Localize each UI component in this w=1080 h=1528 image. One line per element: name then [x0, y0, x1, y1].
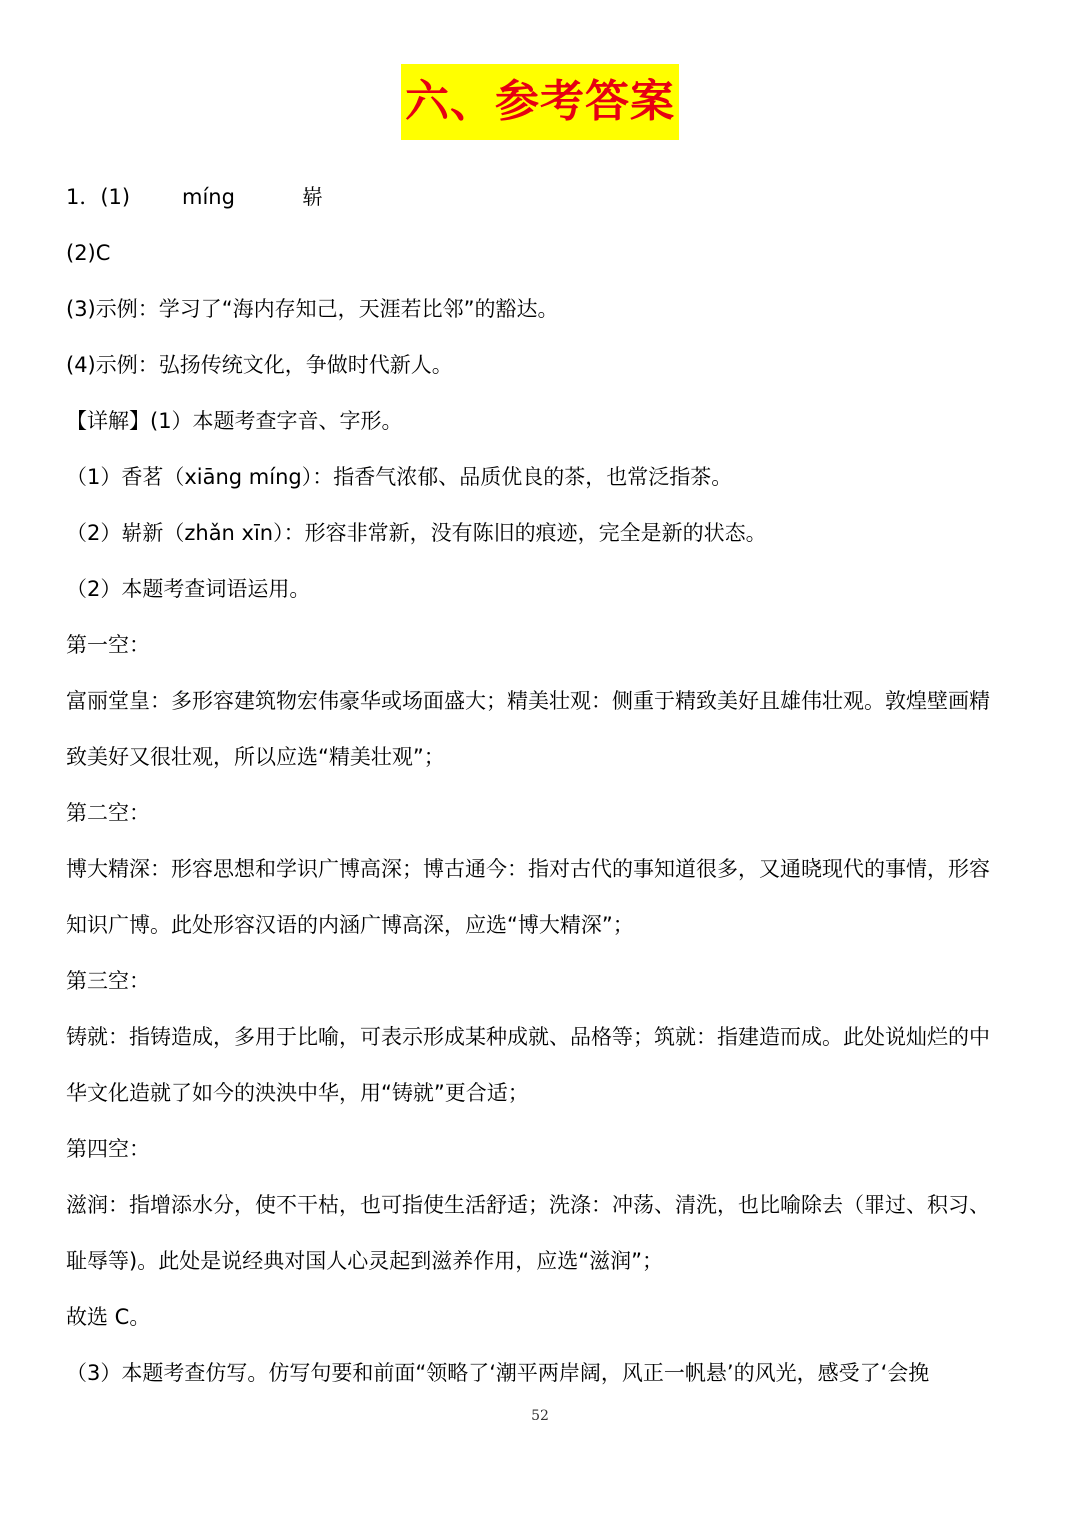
text-line: （2）本题考查词语运用。: [66, 577, 311, 601]
text-line: 铸就：指铸造成，多用于比喻，可表示形成某种成就、品格等；筑就：指建造而成。此处说灿烂的中: [66, 1025, 990, 1049]
text-line: 【详解】(1）本题考查字音、字形。: [66, 409, 403, 433]
text-line: （3）本题考查仿写。仿写句要和前面“领略了‘潮平两岸阔，风正一帆悬’的风光，感受了‘会挽: [66, 1361, 930, 1385]
pinyin-answer: míng: [182, 185, 235, 209]
text-line: 博大精深：形容思想和学识广博高深；博古通今：指对古代的事知道很多，又通晓现代的事情，形容: [66, 857, 990, 881]
text-line: 第二空：: [66, 801, 150, 825]
text-line: 第一空：: [66, 633, 150, 657]
text-line: 故选 C。: [66, 1305, 151, 1329]
text-line: （1）香茗（xiāng míng）：指香气浓郁、品质优良的茶，也常泛指茶。: [66, 465, 733, 489]
text-line: 第三空：: [66, 969, 150, 993]
page-title: 六、参考答案: [401, 64, 679, 140]
text-line: 滋润：指增添水分，使不干枯，也可指使生活舒适；洗涤：冲荡、清洗，也比喻除去（罪过、积习、: [66, 1193, 990, 1217]
text-line: 第四空：: [66, 1137, 150, 1161]
text-line: 华文化造就了如今的泱泱中华，用“铸就”更合适；: [66, 1081, 529, 1105]
text-line: (3)示例：学习了“海内存知己，天涯若比邻”的豁达。: [66, 297, 559, 321]
text-line: 耻辱等)。此处是说经典对国人心灵起到滋养作用，应选“滋润”；: [66, 1249, 663, 1273]
title-container: [0, 64, 1080, 140]
text-line: 致美好又很壮观，所以应选“精美壮观”；: [66, 745, 445, 769]
page-number: 52: [531, 1408, 549, 1424]
answer-1-line: [66, 181, 1026, 213]
text-line: 知识广博。此处形容汉语的内涵广博高深，应选“博大精深”；: [66, 913, 634, 937]
text-line: (2)C: [66, 241, 111, 265]
text-line: 富丽堂皇：多形容建筑物宏伟豪华或场面盛大；精美壮观：侧重于精致美好且雄伟壮观。敦煌壁画精: [66, 689, 990, 713]
question-number: 1．(1): [66, 185, 131, 209]
character-answer: 崭: [302, 185, 323, 209]
text-line: （2）崭新（zhǎn xīn）：形容非常新，没有陈旧的痕迹，完全是新的状态。: [66, 521, 767, 545]
text-line: (4)示例：弘扬传统文化，争做时代新人。: [66, 353, 453, 377]
